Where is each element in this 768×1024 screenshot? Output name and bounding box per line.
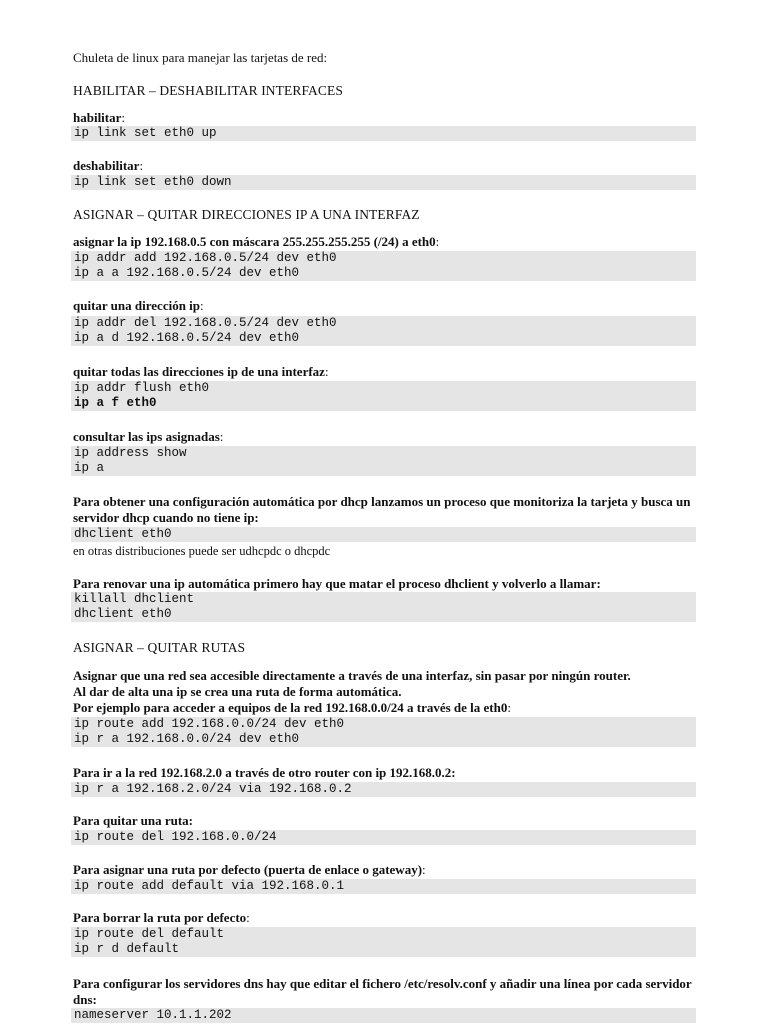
ruta-defecto-code: ip route add default via 192.168.0.1	[71, 879, 696, 894]
deshabilitar-label: deshabilitar:	[73, 158, 144, 173]
ruta-router-code: ip r a 192.168.2.0/24 via 192.168.0.2	[71, 782, 696, 797]
habilitar-code: ip link set eth0 up	[71, 126, 696, 141]
section-heading-interfaces: HABILITAR – DESHABILITAR INTERFACES	[73, 83, 343, 98]
quitar-ruta-code: ip route del 192.168.0.0/24	[71, 830, 696, 845]
consultar-label: consultar las ips asignadas:	[73, 429, 224, 444]
ruta-defecto-label: Para asignar una ruta por defecto (puerta de enlace o gateway):	[73, 862, 426, 877]
dns-code: nameserver 10.1.1.202	[71, 1008, 696, 1023]
ruta-red-line3: Por ejemplo para acceder a equipos de la red 192.168.0.0/24 a través de la eth0:	[73, 700, 511, 715]
borrar-defecto-code: ip route del default ip r d default	[71, 927, 696, 957]
dhcp-note: en otras distribuciones puede ser udhcpdc o dhcpdc	[73, 544, 331, 558]
section-heading-ip: ASIGNAR – QUITAR DIRECCIONES IP A UNA INTERFAZ	[73, 207, 420, 222]
consultar-code: ip address show ip a	[71, 446, 696, 476]
intro-text: Chuleta de linux para manejar las tarjetas de red:	[73, 50, 328, 65]
ruta-router-label: Para ir a la red 192.168.2.0 a través de otro router con ip 192.168.0.2:	[73, 765, 456, 780]
habilitar-label: habilitar:	[73, 110, 126, 125]
renovar-label: Para renovar una ip automática primero hay que matar el proceso dhclient y volverlo a llamar:	[73, 576, 601, 591]
ruta-red-line2: Al dar de alta una ip se crea una ruta de forma automática.	[73, 684, 402, 699]
dns-label: Para configurar los servidores dns hay que editar el fichero /etc/resolv.conf y añadir una línea por cada servidor dns:	[73, 976, 692, 1007]
renovar-code: killall dhclient dhclient eth0	[71, 592, 696, 622]
quitar-ip-label: quitar una dirección ip:	[73, 298, 204, 313]
dhcp-label: Para obtener una configuración automática por dhcp lanzamos un proceso que monitoriza la tarjeta y busca un servidor dhcp cuando no tiene ip:	[73, 494, 691, 525]
borrar-defecto-label: Para borrar la ruta por defecto:	[73, 910, 250, 925]
section-heading-rutas: ASIGNAR – QUITAR RUTAS	[73, 640, 246, 655]
quitar-todas-label: quitar todas las direcciones ip de una interfaz:	[73, 364, 329, 379]
quitar-todas-code: ip addr flush eth0 ip a f eth0	[71, 381, 696, 411]
ruta-red-code: ip route add 192.168.0.0/24 dev eth0 ip r a 192.168.0.0/24 dev eth0	[71, 717, 696, 747]
deshabilitar-code: ip link set eth0 down	[71, 175, 696, 190]
dhcp-code: dhclient eth0	[71, 527, 696, 542]
quitar-ip-code: ip addr del 192.168.0.5/24 dev eth0 ip a d 192.168.0.5/24 dev eth0	[71, 316, 696, 346]
asignar-ip-code: ip addr add 192.168.0.5/24 dev eth0 ip a a 192.168.0.5/24 dev eth0	[71, 251, 696, 281]
quitar-ruta-label: Para quitar una ruta:	[73, 813, 194, 828]
ruta-red-line1: Asignar que una red sea accesible directamente a través de una interfaz, sin pasar por ningún router.	[73, 668, 631, 683]
asignar-ip-label: asignar la ip 192.168.0.5 con máscara 255.255.255.255 (/24) a eth0:	[73, 234, 440, 249]
